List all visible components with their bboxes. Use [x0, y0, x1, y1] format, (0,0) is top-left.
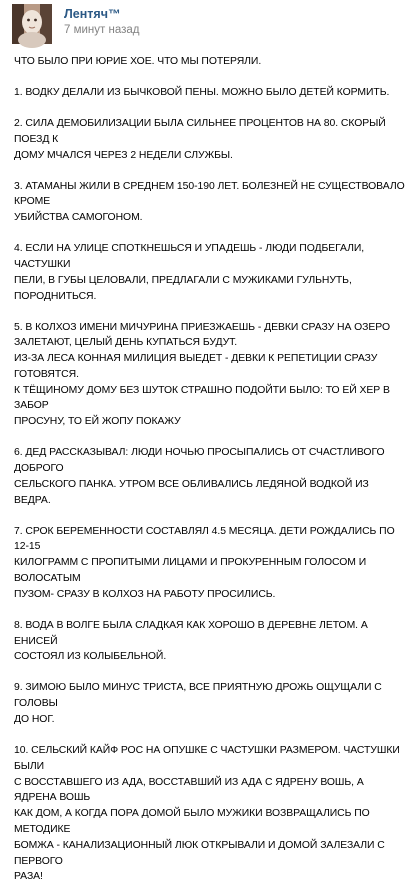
post-paragraph: 5. В КОЛХОЗ ИМЕНИ МИЧУРИНА ПРИЕЗЖАЕШЬ - ДЕВКИ СРАЗУ НА ОЗЕРО ЗАЛЕТАЮТ, ЦЕЛЫЙ ДЕНЬ КУПАТЬСЯ БУДУТ. ИЗ-ЗА ЛЕСА КОННАЯ МИЛИЦИЯ ВЫЕДЕТ - ДЕВКИ К РЕПЕТИЦИИ СРАЗУ ГОТОВЯТСЯ. К ТЁЩИНОМУ ДОМУ БЕЗ ШУТОК СТРАШНО ПОДОЙТИ БЫЛО: ТО ЕЙ ХЕР В ЗАБОР ПРОСУНУ, ТО ЕЙ ЖОПУ ПОКАЖУ	[14, 321, 390, 428]
post-meta	[64, 4, 139, 38]
post-paragraph: 4. ЕСЛИ НА УЛИЦЕ СПОТКНЕШЬСЯ И УПАДЕШЬ - ЛЮДИ ПОДБЕГАЛИ, ЧАСТУШКИ ПЕЛИ, В ГУБЫ ЦЕЛОВАЛИ, ПРЕДЛАГАЛИ С МУЖИКАМИ ГУЛЬНУТЬ, ПОРОДНИТЬСЯ.	[14, 243, 365, 302]
post-timestamp[interactable]: 7 минут назад	[64, 24, 140, 36]
author-name-link[interactable]: Лентяч™	[64, 7, 121, 21]
post-paragraph: 2. СИЛА ДЕМОБИЛИЗАЦИИ БЫЛА СИЛЬНЕЕ ПРОЦЕНТОВ НА 80. СКОРЫЙ ПОЕЗД К ДОМУ МЧАЛСЯ ЧЕРЕЗ 2 НЕДЕЛИ СЛУЖБЫ.	[14, 117, 386, 161]
post-text	[12, 48, 405, 885]
post-paragraph-title: ЧТО БЫЛО ПРИ ЮРИЕ ХОЕ. ЧТО МЫ ПОТЕРЯЛИ.	[14, 56, 262, 67]
avatar-photo-icon	[12, 4, 52, 44]
post-paragraph: 3. АТАМАНЫ ЖИЛИ В СРЕДНЕМ 150-190 ЛЕТ. БОЛЕЗНЕЙ НЕ СУЩЕСТВОВАЛО КРОМЕ УБИЙСТВА САМОГОНОМ.	[14, 180, 405, 224]
post-paragraph: 6. ДЕД РАССКАЗЫВАЛ: ЛЮДИ НОЧЬЮ ПРОСЫПАЛИСЬ ОТ СЧАСТЛИВОГО ДОБРОГО СЕЛЬСКОГО ПАНКА. УТРОМ ВСЕ ОБЛИВАЛИСЬ ЛЕДЯНОЙ ВОДКОЙ ИЗ ВЕДРА.	[14, 447, 385, 506]
post-paragraph: 10. СЕЛЬСКИЙ КАЙФ РОС НА ОПУШКЕ С ЧАСТУШКИ РАЗМЕРОМ. ЧАСТУШКИ БЫЛИ С ВОССТАВШЕГО ИЗ АДА, ВОССТАВШИЙ ИЗ АДА С ЯДРЕНУ ВОШЬ, А ЯДРЕНА ВОШЬ КАК ДОМ, А КОГДА ПОРА ДОМОЙ БЫЛО МУЖИКИ ВОЗВРАЩАЛИСЬ ПО МЕТОДИКЕ БОМЖА - КАНАЛИЗАЦИОННЫЙ ЛЮК ОТКРЫВАЛИ И ДОМОЙ ЗАЛЕЗАЛИ С ПЕРВОГО РАЗА!	[14, 744, 400, 883]
post-header	[12, 0, 405, 48]
post-paragraph: 7. СРОК БЕРЕМЕННОСТИ СОСТАВЛЯЛ 4.5 МЕСЯЦА. ДЕТИ РОЖДАЛИСЬ ПО 12-15 КИЛОГРАММ С ПРОПИТЫМИ ЛИЦАМИ И ПРОКУРЕННЫМ ГОЛОСОМ И ВОЛОСАТЫМ ПУЗОМ- СРАЗУ В КОЛХОЗ НА РАБОТУ ПРОСИЛИСЬ.	[14, 525, 395, 600]
post-paragraph: 1. ВОДКУ ДЕЛАЛИ ИЗ БЫЧКОВОЙ ПЕНЫ. МОЖНО БЫЛО ДЕТЕЙ КОРМИТЬ.	[14, 86, 390, 98]
avatar[interactable]	[12, 4, 52, 44]
post-paragraph: 9. ЗИМОЮ БЫЛО МИНУС ТРИСТА, ВСЕ ПРИЯТНУЮ ДРОЖЬ ОЩУЩАЛИ С ГОЛОВЫ ДО НОГ.	[14, 682, 382, 725]
post-paragraph: 8. ВОДА В ВОЛГЕ БЫЛА СЛАДКАЯ КАК ХОРОШО В ДЕРЕВНЕ ЛЕТОМ. А ЕНИСЕЙ СОСТОЯЛ ИЗ КОЛЫБЕЛЬНОЙ.	[14, 619, 368, 663]
